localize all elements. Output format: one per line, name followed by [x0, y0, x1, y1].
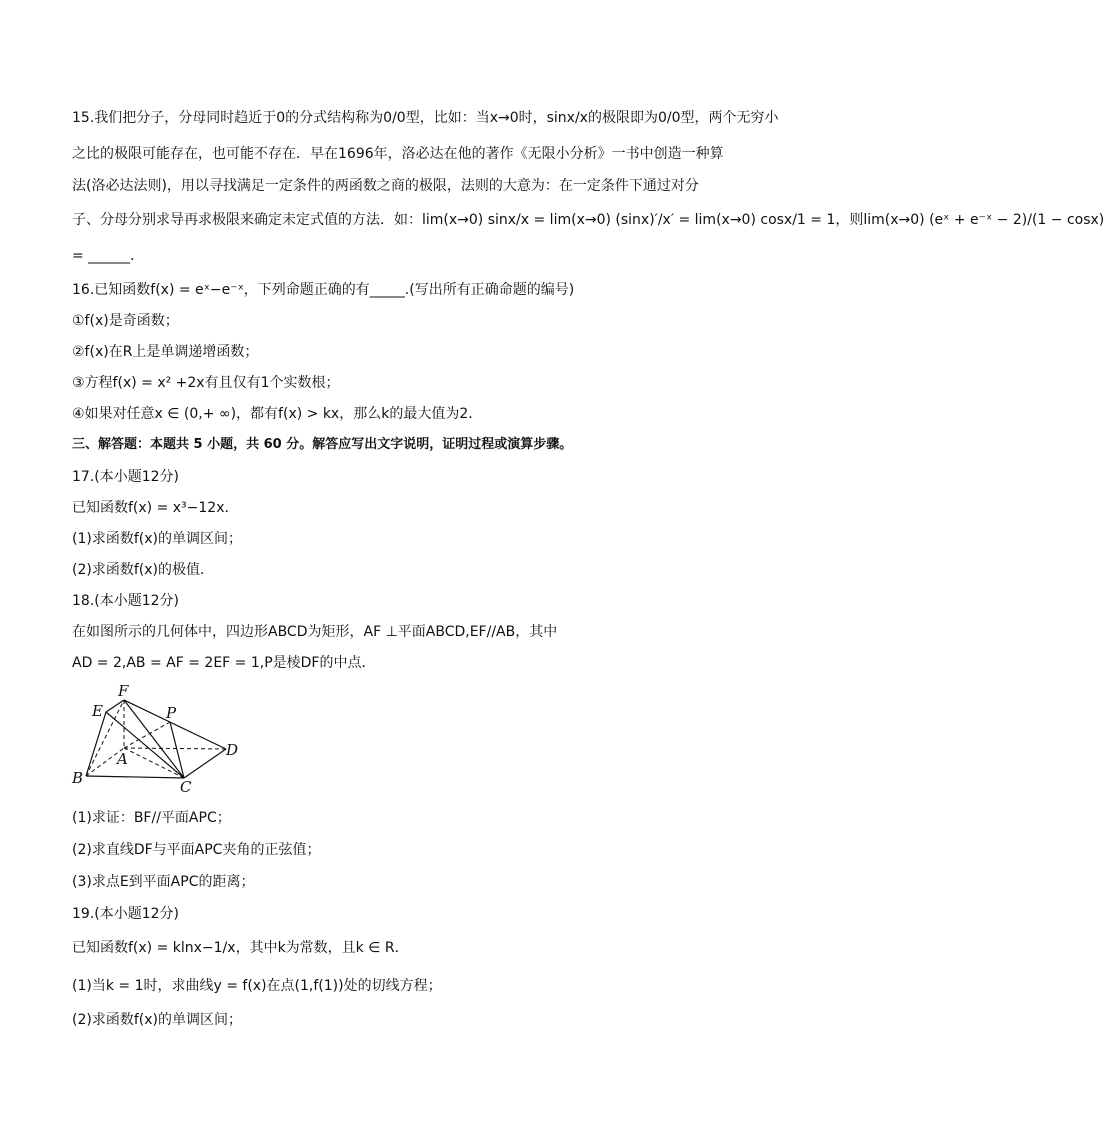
- q19-stem: 已知函数f(x) = klnx−1/x，其中k为常数，且k ∈ R．: [72, 940, 409, 956]
- label-F: F: [118, 682, 129, 700]
- q19-title: 19.(本小题12分): [72, 906, 180, 922]
- q18-part-3: (3)求点E到平面APC的距离；: [72, 874, 255, 890]
- q18-stem-2: AD = 2,AB = AF = 2EF = 1,P是棱DF的中点．: [72, 655, 376, 671]
- q15-line4: 子、分母分别求导再求极限来确定未定式值的方法．如：lim(x→0) sinx/x = lim(x→0) (sinx)′/x′ = lim(x→0) cosx/1 = 1，则lim(x→0) (eˣ + e⁻ˣ − 2)/(1 − cosx): [72, 212, 1104, 228]
- q17-part-1: (1)求函数f(x)的单调区间；: [72, 531, 242, 547]
- q15-line1: 15.我们把分子，分母同时趋近于0的分式结构称为0/0型，比如：当x→0时，sinx/x的极限即为0/0型，两个无穷小: [72, 110, 779, 126]
- q18-part-2: (2)求直线DF与平面APC夹角的正弦值；: [72, 842, 321, 858]
- q19-part-1: (1)当k = 1时，求曲线y = f(x)在点(1,f(1))处的切线方程；: [72, 978, 442, 994]
- label-B: B: [72, 769, 84, 787]
- label-C: C: [180, 778, 192, 796]
- q16-option-4: ④如果对任意x ∈ (0,+ ∞)，都有f(x) > kx，那么k的最大值为2．: [72, 406, 483, 422]
- q19-part-2: (2)求函数f(x)的单调区间；: [72, 1012, 242, 1028]
- section-3-heading: 三、解答题：本题共 5 小题，共 60 分。解答应写出文字说明，证明过程或演算步骤。: [72, 437, 573, 452]
- q17-part-2: (2)求函数f(x)的极值．: [72, 562, 214, 578]
- q18-stem-1: 在如图所示的几何体中，四边形ABCD为矩形，AF ⊥平面ABCD,EF//AB，其中: [72, 624, 558, 640]
- label-A: A: [117, 750, 128, 768]
- q15-line5: = ______．: [72, 248, 145, 264]
- q18-part-1: (1)求证：BF//平面APC；: [72, 810, 231, 826]
- q16-option-1: ①f(x)是奇函数；: [72, 313, 179, 329]
- label-P: P: [166, 704, 177, 722]
- q16-stem: 16.已知函数f(x) = eˣ−e⁻ˣ，下列命题正确的有_____.(写出所有正确命题的编号): [72, 282, 575, 298]
- q18-title: 18.(本小题12分): [72, 593, 180, 609]
- geometry-figure: [70, 682, 250, 794]
- label-E: E: [92, 702, 103, 720]
- q16-option-2: ②f(x)在R上是单调递增函数；: [72, 344, 259, 360]
- q15-line2: 之比的极限可能存在，也可能不存在．早在1696年，洛必达在他的著作《无限小分析》一书中创造一种算: [72, 146, 724, 162]
- label-D: D: [226, 741, 239, 759]
- q17-stem: 已知函数f(x) = x³−12x．: [72, 500, 239, 516]
- q15-line3: 法(洛必达法则)，用以寻找满足一定条件的两函数之商的极限，法则的大意为：在一定条件下通过对分: [72, 178, 699, 194]
- q16-option-3: ③方程f(x) = x² +2x有且仅有1个实数根；: [72, 375, 340, 391]
- q17-title: 17.(本小题12分): [72, 469, 180, 485]
